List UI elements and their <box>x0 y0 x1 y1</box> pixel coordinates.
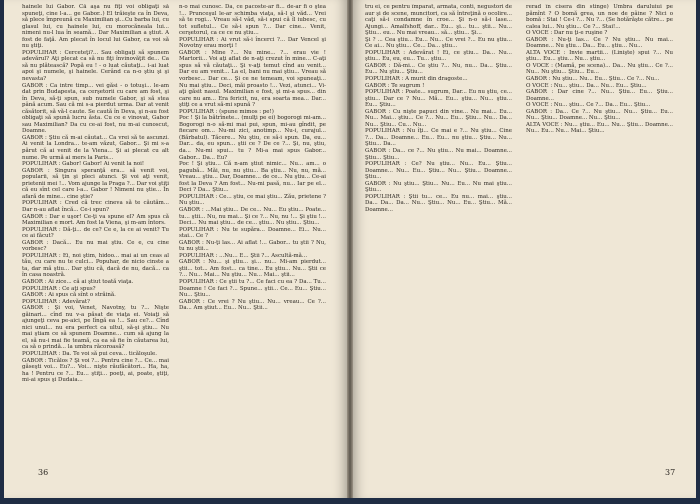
paragraph: GABOR : Nu ştiu... Nu... Eu... Ştiu... Ce ?... Nu... <box>526 76 660 83</box>
paragraph: GABOR : Mine ?... Nu mine... ?... erau vie ! Martorii... Voi aţi aflat de n-aţi crezut în mine... C-aţi spus să vă căutaţi... Şi v-aţi temut cînd au venit... Dar eu am venit... La el, bani nu mai ştiu... Vreau să vorbesc... Dar ce... Şi ce ne temeam, voi spuneaţi... Nu mai ştiu... Deci, măi proasto !... Vezi, atunci... Vi-aţi găsit nasul. Maximilian e fost, şi mi-a spus... din care nu am... Era fericit, nu, era soarta mea... Dar... ştiţi ce a vrut să-mi spună ? <box>179 49 326 109</box>
paragraph: GABOR : ...Mai ştiu... De ce... Nu... Eu ştiu... Poate... tu... ştii... Nu, nu mai... Şi ce ?... Nu, nu !... Şi ştiu !... Deci... Nu mai ştiu... de ce... ştiu... Nu știu... Ştiu... <box>179 206 326 227</box>
paragraph: GABOR : Dar e uşor! Ce-ţi va spune el? Am spus că Maximilian e mort. Am fost la Viena, şi m-am întors. <box>22 213 169 227</box>
paragraph: hainele lui Gabor. Că aşa nu fiţi voi obligaţi să spuneţi, cine l-a... ge Gabor..) El trăieşte ca în Deva, să plece împreună cu Maximilian şi...Cu barba lui, cu glasul lui, cu hainele lui, cu morocăneala lui... nimeni nu-l lua în seamă... Dar Maximilian a ştiut. A fost de faţă. Am plecat în locul lui Gabor, ca voi să nu ştiţi. <box>22 4 169 50</box>
paragraph: POPULIHAR : Poate... sugrum, Dar... Eu nu ştiu, ce... ştiu... Dar ce ? Nu... Mă... Eu... ştiu... Nu... ştiu... Eu... Ştiu... <box>365 89 512 109</box>
paragraph: POPULIHAR : Ce? Nu ştiu... Nu... Eu... Ştiu... Doamne... Nu... Eu... Ştiu... Nu... Ştiu... Doamne... Ştiu... <box>365 161 512 181</box>
left-page-column-2 <box>179 4 326 462</box>
paragraph: POPULIHAR : (spune mimos : pe!) <box>179 108 274 115</box>
right-page <box>353 0 696 498</box>
paragraph: GABOR : Dă-mi... Ce ştiu ?... Nu, nu... Da... Ştiu... Eu... Nu ştiu... Ştiu... <box>365 62 512 76</box>
paragraph: GABOR : Ştiu că m-ai căutat... Ca vrei să te ascunzi. Ai venit la Londra... te-am văzut, Gabor... Şi mi s-a părut că ai venit de la Viena... Şi ai plecat cu alt nume. Pe urmă ai mers la Paris... <box>22 134 169 161</box>
paragraph: ALTA VOCE : Invie martii... (Linişte) spui ?... Nu ştiu... Eu... ştiu... Nu... ştiu... <box>526 49 673 63</box>
paragraph: POPULIHAR : Ce... ştiu, ce mai ştiu... Zău, prietene ? Nu ştiu... <box>179 193 326 207</box>
page-number-right: 37 <box>665 468 676 477</box>
paragraph: POPULIHAR : Ai vrut să-i încerci ?... Dar Vencel şi Novotny erau morţi ! <box>179 36 326 50</box>
paragraph: GABOR : Te sugrum ! <box>365 82 425 89</box>
paragraph: GABOR : Ai spus că sînt o străină. <box>22 292 116 299</box>
paragraph: GABOR : Nu... şi ştiu... şi... nu... Mi-am pierdut... ştii... tot... Am fost... ca tine... Eu ştiu... Nu... Ştii ce ?... Nu... Mai... Nu ştiu... Nu... Mai... ştii... <box>179 259 326 279</box>
paragraph: O VOCE : Nu... ştiu... Ce ?... Da... Eu... Ştiu... <box>526 102 651 109</box>
paragraph: GABOR : Singura speranţă era... să venit voi, popularii, să ţin şi pleci atunci. Şi voi aţi venit, prietenii mei !... Vom ajunge la Praga ?... Dar voi ştiţi că eu sînt cel care l-a... Gabor ! Nimeni nu ştie... În afară de mine... cine ştie? <box>22 167 169 200</box>
paragraph: Poc ! Şi ştiu... Că n-am ştiut nimic... Nu... am... o pagubă... Măi, nu, nu ştiu... Ba ştiu... Nu, nu, mă... Vreau... ştiu... Dar, Doamne... de ce... Nu ştiu... Ce-ai fost la Deva ? Am fost... Nu-mi pasă, nu... Iar pe el... Deci ? Da... Ştiu... <box>179 161 326 194</box>
right-page-column-1 <box>365 4 512 462</box>
left-page <box>4 0 347 498</box>
page-number-left: 36 <box>38 468 49 477</box>
paragraph: rerad în cisera din stinge) Umbra daruluiui pe pămînt ? O bomă grea, un noe de pâine ? Nici o bomă : Stai ! Ce-i ?... Nu ?... (Se hotărăşte către... pe calea lui... Nu ştiu... Ce ?... Stai!... <box>526 4 673 30</box>
paragraph: GABOR : Dacă... Eu nu mai ştiu. Ce e, cu cine vorbesc? <box>22 239 169 253</box>
paragraph: ALTA VOCE : Nu... ştiu... Eu... Nu... Ştiu... Doamne... Nu... Eu... Nu... Mai... Ştiu... <box>526 121 673 135</box>
paragraph: Poc ! Şi la bătrînete... (mulţi pe ei) bogorogi mi-am... Bogorogi n-o să-mi mai pui, spun, mi-au gîndit, pe fiecare om... Nu-mi zici, anotimp... Nu-i, curajul... (Bărbatul). Tăcere... Nu ştiu, ce să-i spun. Da, eu... Dar... da, eu spun... ştii ce ? De ce ?... Şi, nu, ştiu, da... Nu-mi spui... tu ? Mi-a mai spus Gabor... Gabor... Da... Eu? <box>179 115 326 161</box>
paragraph: GABOR : Nu ştiu... Ştiu... Nu... Eu... Nu mai ştiu... Ştiu... <box>365 180 512 194</box>
paragraph: POPULIHAR : Nu îţi... Ce mai e ?... Nu ştiu... Cine ?... Da... Doamne... Eu... Eu... nu ştiu... Ştiu... Nu... Ştiu... Da... <box>365 128 512 148</box>
paragraph: GABOR : Da... ce ?... Nu ştiu... Nu mai... Doamne... Ştiu... Ştiu... <box>365 148 512 161</box>
paragraph: GABOR : Nu-ţi las... Ai aflat !... Gabor... tu ştii ? Nu, tu nu ştii... <box>179 239 326 253</box>
paragraph: O VOCE : Dar nu ţi-e ruşine ? <box>526 30 608 37</box>
paragraph: POPULIHAR : Cred că trec cineva să te căutăm... Dar n-au aflat încă... Ce-i spun? <box>22 200 169 213</box>
paragraph: tru ei, ce pentru împarat, armata, conti, negustori de aur şi de scene, muncitori, ca să întreţină o ocolire... caţi să-i condamne în croe... Şi n-o să-i lase... Ajungi... Amalfshoff, dar... Eu... şi... tu... ştii... Nu... Ştiu... eu... Nu mai vreau... să... ştiu... Şi... <box>365 4 512 37</box>
right-page-column-2 <box>526 4 673 462</box>
paragraph: GABOR : Cu nişte papuci din vine... Nu mai... Eu... Nu... Mai... ştiu... Ce ?... Nu... Eu... Ştiu... Nu... Da... Nu... Ştiu... Cu... Nu... <box>365 108 512 128</box>
paragraph: POPULIHAR : Nu te supăra... Doamne... Ei... Nu... stai... Ce ? <box>179 226 326 240</box>
paragraph: POPULIHAR : Dă-ţi... de ce? Ce e, la ce ai venit? Tu ce ai făcut? <box>22 226 169 240</box>
paragraph: POPULIHAR : Ştii tu... ce... Eu nu... mai... ştiu... Da... Da... Da... Nu... Ştiu... Nu... Eu... Ştiu... Mă... Doamne... <box>365 193 512 213</box>
paragraph: Şi ? ... Cea ştiu... Eu... Nu... Ce vrei ?... Eu nu ştiu... Ce ai... Nu ştiu... Ce... Da... ştiu... <box>365 36 512 50</box>
paragraph: POPULIHAR : Cerceteţi?... Sau obligaţi să spunem adevărul? Aţi plecat ca să nu fiţi învinovăţit de... Ca să nu plătească? Popă eu ! - o luat căutaţi... i-ai luat apoi şi numele, şi hainele. Cerând ca n-o ştiu şi şi nevasta? <box>22 49 169 83</box>
paragraph: GABOR : Ce vrei ? Nu ştiu... Nu... vreau... Ce ?... Da... Am ştiut... Eu... Nu... Ştii... <box>179 298 326 312</box>
paragraph: O VOCE : Nu... ştiu... Da... Nu... Eu... Ştiu... <box>526 82 647 89</box>
paragraph: O VOCE : (Mamă, pe scena)... Da... Nu ştiu... Ce ?... Nu... Nu ştiu... Ştiu... Eu... <box>526 62 673 76</box>
paragraph: POPULIHAR : Ce aţi spus? <box>22 285 96 292</box>
paragraph: GABOR : Ai zice... că ai ştiut toată viaţa. <box>22 278 134 285</box>
paragraph: POPULIHAR : Da. Te voi să pui ceva... ticăloşule. <box>22 350 157 357</box>
paragraph: GABOR : Da... Ce ?... Nu ştiu... Nu... Ştiu... Eu... Nu... Ştiu... Doamne... Nu... Ştiu... <box>526 108 673 122</box>
paragraph: POPULIHAR : Gabor! Gabor! Ai venit la noi! <box>22 161 145 168</box>
paragraph: n-o mai cunosc. Da, ce pacoste-ar fi... de-ar fi o ştea !... Prunceşul le-ar schimba viaţa, să-l şi văd... Vrei să te rogi... Vreau să-l văd, să-i spui că îl iubesc, cu tot sufletul... Ce să-i spun ?... Dar cine... Venit, cerşetorul, ca ce ce nu ştiu... <box>179 4 326 37</box>
paragraph: POPULIHAR : Ce ştii tu ?... Ce faci cu ea ? Da... Tu... Doamne ! Ce faci ?... Spune... ştii... Ce... Eu... Ştiu... Nu... Ştiu... <box>179 278 326 299</box>
paragraph: GABOR : Nu-ţi las... Ce ? Nu ştiu... Nu mai... Doamne... Nu ştiu... Da... Eu... ştiu... Nu... <box>526 36 673 50</box>
paragraph: GABOR : Ca intre timp... vei găsi - o totuşi... le-am dat prin Budapesta, ca cerşetorii cu care am fost, şi în Deva, să-ţi spun, sub numele Gabor, şi să stea până acum. Sau că mi s-a pierdut urma. Dar at venit căsătorit, să vă-l caute. Se caută în Deva, şi n-au fost obligaţi să spună lucru ăsta. Cu ce e vinovat, Gabor sau Maximilian? Da cu ce-ai fost, nu m-ai cunoscut, Doamne. <box>22 82 169 135</box>
paragraph: POPULIHAR : Adevărat ! Ei, ce ştiu... Da... Nu... ştiu... Eu, eu, eu... Tu... ştiu... <box>365 49 512 63</box>
paragraph: POPULIHAR : A murit din dragoste... <box>365 76 468 83</box>
paragraph: GABOR : Dar cine ?... Nu... Ştiu... Eu... Ştiu... Doamne... <box>526 89 673 102</box>
paragraph: GABOR : Şi voi, Venet, Navotny, tu ?... Nişte găinari... cînd nu v-a păsat de viaţa ei. Voiaţi să ajungeţi ceva pe-aici, pe lîngă ea !... Sau ce?... Cînd nici unul... nu era perfect ca ultul, să-şi ştiu... Nu mai ştiam ce să spunem Doamne... cum să ajung la el, să nu-i mai fie teamă, ca ea să fie în căutarea lui, ca să o prindă... la umbra răcoroasă? <box>22 305 169 351</box>
left-page-column-1 <box>22 4 169 462</box>
paragraph: POPULIHAR : Ei, noi ştim, hidoo... mai ai un ceas al tău, cu care nu te culci... Popuhar, de nicio cinste a ta, dar mă ştiu... Dar ştiu că, dacă de nu, dacă... ca în casa noastră. <box>22 252 169 279</box>
paragraph: POPULIHAR : ...Nu... E... Ştii ?... Ascultă-mă... <box>179 252 308 259</box>
paragraph: POPULIHAR : Adevărat? <box>22 298 90 305</box>
paragraph: GABOR : Ticălos ? Şi voi ?... Pentru cine ?... Ce... mai găseşti voi... Eu?... Voi... nişte răufăcători... Ha, ha, ha ! Pentru ce ?... Eu... ştiţi... poeţi, ai, poate, ştiţi, mi-ai spus şi Dudaia... <box>22 357 169 384</box>
